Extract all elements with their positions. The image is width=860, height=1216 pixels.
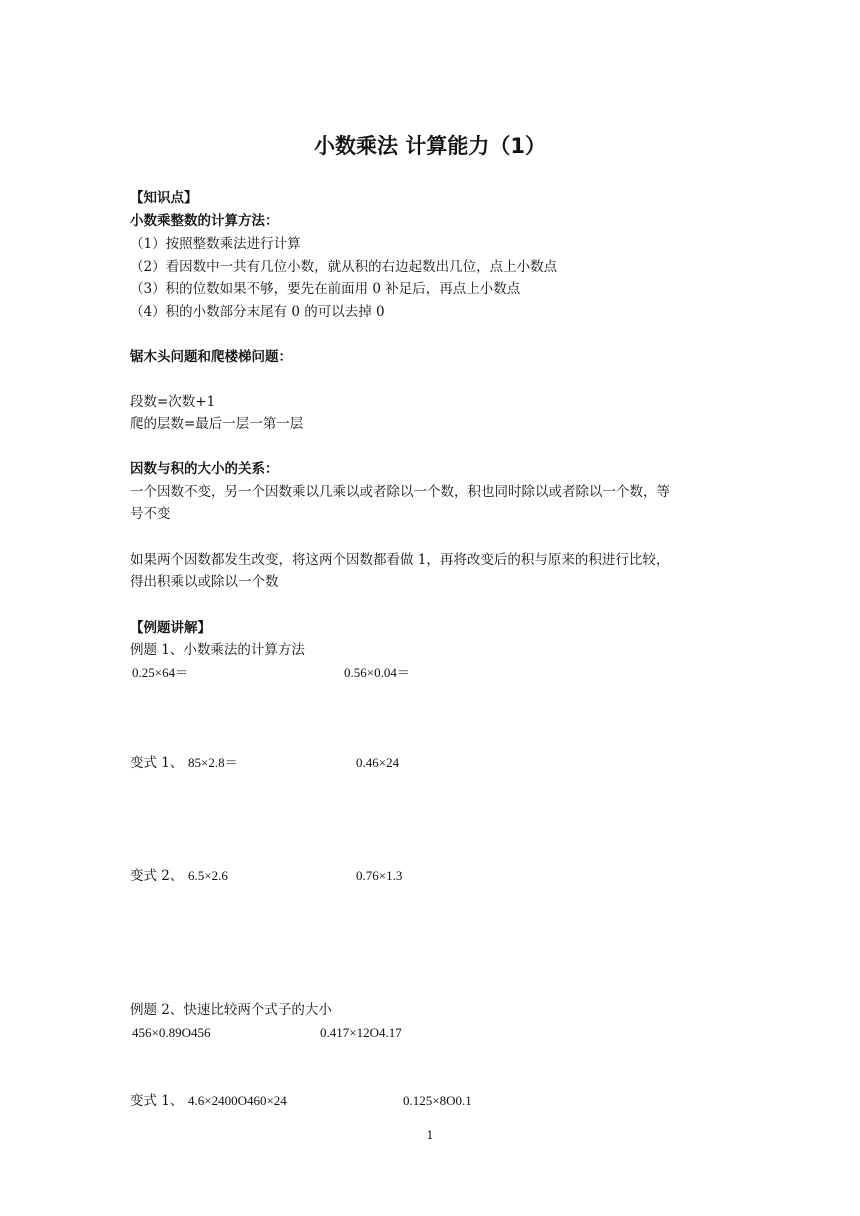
factor-para1-line1: 一个因数不变，另一个因数乘以几乘以或者除以一个数，积也同时除以或者除以一个数，等 (130, 484, 670, 500)
saw-heading: 锯木头问题和爬楼梯问题： (130, 349, 292, 365)
factor-para2-line2: 得出积乘以或除以一个数 (130, 574, 279, 590)
step-2: （2）看因数中一共有几位小数，就从积的右边起数出几位，点上小数点 (130, 259, 558, 275)
variant-2-problem-2: 0.76×1.3 (356, 868, 403, 883)
example-2-title: 例题 2、快速比较两个式子的大小 (130, 1002, 332, 1018)
method-heading: 小数乘整数的计算方法： (130, 213, 279, 229)
example-2-variant-1-problem-1: 4.6×2400O460×24 (188, 1093, 287, 1108)
examples-header: 【例题讲解】 (130, 620, 211, 636)
step-3: （3）积的位数如果不够，要先在前面用 0 补足后，再点上小数点 (130, 281, 521, 297)
factor-heading: 因数与积的大小的关系： (130, 461, 279, 477)
variant-1-problem-2: 0.46×24 (356, 755, 400, 770)
knowledge-header: 【知识点】 (130, 190, 198, 206)
page-number: 1 (426, 1129, 434, 1142)
example-2-variant-1-problem-2: 0.125×8O0.1 (403, 1093, 472, 1108)
example-1-problem-1: 0.25×64＝ (132, 665, 189, 680)
example-2-problem-2: 0.417×12O4.17 (320, 1025, 402, 1040)
example-1-problem-2: 0.56×0.04＝ (344, 665, 410, 680)
step-1: （1）按照整数乘法进行计算 (130, 236, 301, 252)
example-2-problem-1: 456×0.89O456 (132, 1025, 211, 1040)
variant-1-label: 变式 1、 (130, 755, 184, 771)
factor-para2-line1: 如果两个因数都发生改变，将这两个因数都看做 1，再将改变后的积与原来的积进行比较， (130, 552, 670, 568)
saw-line-1: 段数=次数+1 (130, 394, 216, 410)
step-4: （4）积的小数部分末尾有 0 的可以去掉 0 (130, 304, 385, 320)
example-2-variant-1-label: 变式 1、 (130, 1093, 184, 1109)
variant-1-problem-1: 85×2.8＝ (188, 755, 238, 770)
example-1-title: 例题 1、小数乘法的计算方法 (130, 642, 305, 658)
variant-2-problem-1: 6.5×2.6 (188, 868, 228, 883)
saw-line-2: 爬的层数=最后一层一第一层 (130, 416, 304, 432)
factor-para1-line2: 号不变 (130, 506, 171, 522)
page-title: 小数乘法 计算能力（1） (314, 134, 546, 158)
variant-2-label: 变式 2、 (130, 868, 184, 884)
